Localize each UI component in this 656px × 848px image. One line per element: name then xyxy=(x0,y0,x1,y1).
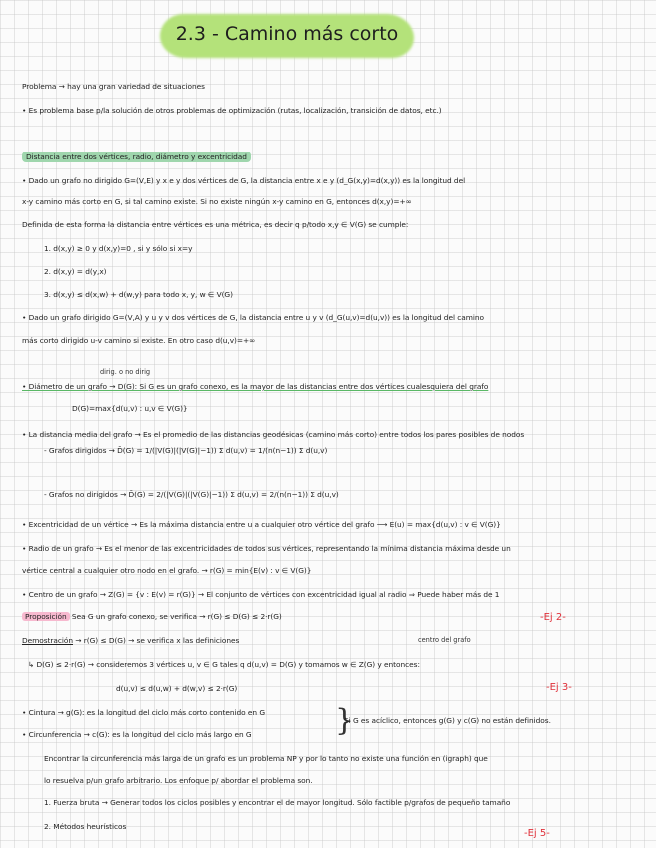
proposition-label: Proposición xyxy=(22,612,70,621)
undirected-distance-line-1: • Dado un grafo no dirigido G=(V,E) y x e y dos vértices de G, la distancia entre x e y (d_G(x,y)=d(x,y)) es la longitud del xyxy=(22,176,466,185)
exercise-ref-5: -Ej 5- xyxy=(524,828,550,839)
demonstration-text: → r(G) ≤ D(G) → se verifica x las definiciones xyxy=(73,636,240,645)
longest-cycle-line-2: lo resuelva p/un grafo arbitrario. Los enfoque p/ abordar el problema son. xyxy=(44,776,313,785)
radius-line-2: vértice central a cualquier otro nodo en el grafo. → r(G) = min{E(v) : v ∈ V(G)} xyxy=(22,566,312,575)
proposition-text: Sea G un grafo conexo, se verifica → r(G) ≤ D(G) ≤ 2·r(G) xyxy=(69,612,282,621)
metric-property-1: 1. d(x,y) ≥ 0 y d(x,y)=0 , si y sólo si x=y xyxy=(44,244,193,253)
mean-distance-undirected: - Grafos no dirigidos → D̄(G) = 2/(|V(G)|(|V(G)|−1)) Σ d(u,v) = 2/(n(n−1)) Σ d(u,v) xyxy=(44,490,339,499)
brace-symbol: } xyxy=(335,703,355,738)
section-heading-row xyxy=(22,152,642,162)
mean-distance-directed: - Grafos dirigidos → D̄(G) = 1/(|V(G)|(|V(G)|−1)) Σ d(u,v) = 1/(n(n−1)) Σ d(u,v) xyxy=(44,446,328,455)
longest-cycle-line-1: Encontrar la circunferencia más larga de un grafo es un problema NP y por lo tanto no existe una función en (igraph) que xyxy=(44,754,488,763)
demonstration-inequality: d(u,v) ≤ d(u,w) + d(w,v) ≤ 2·r(G) xyxy=(116,684,238,693)
diameter-formula: D(G)=max{d(u,v) : u,v ∈ V(G)} xyxy=(72,404,188,413)
heuristics-line: 2. Métodos heurísticos xyxy=(44,822,127,831)
demonstration-step: ↳ D(G) ≤ 2·r(G) → consideremos 3 vértices u, v ∈ G tales q d(u,v) = D(G) y tomamos w ∈ Z(G) y entonces: xyxy=(28,660,420,669)
diameter-line xyxy=(22,382,642,392)
circumference-line: • Circunferencia → c(G): es la longitud del ciclo más largo en G xyxy=(22,730,252,739)
girth-line: • Cintura → g(G): es la longitud del ciclo más corto contenido en G xyxy=(22,708,266,717)
metric-property-2: 2. d(x,y) = d(y,x) xyxy=(44,267,107,276)
section-heading: Distancia entre dos vértices, radio, diámetro y excentricidad xyxy=(22,152,251,162)
page-title: 2.3 - Camino más corto xyxy=(175,23,399,45)
intro-problem-line: Problema → hay una gran variedad de situaciones xyxy=(22,82,205,91)
acyclic-note: Si G es acíclico, entonces g(G) y c(G) no están definidos. xyxy=(344,716,551,725)
intro-base-line: • Es problema base p/la solución de otros problemas de optimización (rutas, localización, transición de datos, etc.) xyxy=(22,106,442,115)
note-centro: centro del grafo xyxy=(418,636,471,644)
mean-distance-line: • La distancia media del grafo → Es el promedio de las distancias geodésicas (camino más corto) entre todos los pares posibles de nodos xyxy=(22,430,525,439)
note-dirig: dirig. o no dirig xyxy=(100,368,151,376)
metric-property-3: 3. d(x,y) ≤ d(x,w) + d(w,y) para todo x, y, w ∈ V(G) xyxy=(44,290,233,299)
directed-distance-line-2: más corto dirigido u-v camino si existe. En otro caso d(u,v)=+∞ xyxy=(22,336,256,345)
radius-line-1: • Radio de un grafo → Es el menor de las excentricidades de todos sus vértices, representando la mínima distancia máxima desde un xyxy=(22,544,511,553)
exercise-ref-3: -Ej 3- xyxy=(546,682,572,693)
metric-intro-line: Definida de esta forma la distancia entre vértices es una métrica, es decir q p/todo x,y ∈ V(G) se cumple: xyxy=(22,220,409,229)
exercise-ref-2: -Ej 2- xyxy=(540,612,566,623)
diameter-text: • Diámetro de un grafo → D(G): Si G es un grafo conexo, es la mayor de las distancias entre dos vértices cualesquiera del grafo xyxy=(22,382,489,391)
eccentricity-line: • Excentricidad de un vértice → Es la máxima distancia entre u a cualquier otro vértice del grafo ⟶ E(u) = max{d(u,v) : v ∈ V(G)} xyxy=(22,520,501,529)
title-banner xyxy=(160,14,414,58)
demonstration-label: Demostración xyxy=(22,636,73,645)
center-line: • Centro de un grafo → Z(G) = {v : E(v) = r(G)} → El conjunto de vértices con excentricidad igual al radio ⇒ Puede haber más de 1 xyxy=(22,590,500,599)
demonstration-line xyxy=(22,636,642,646)
directed-distance-line-1: • Dado un grafo dirigido G=(V,A) y u y v dos vértices de G, la distancia entre u y v (d_G(u,v)=d(u,v)) es la longitud del camino xyxy=(22,313,485,322)
brute-force-line: 1. Fuerza bruta → Generar todos los ciclos posibles y encontrar el de mayor longitud. Sólo factible p/grafos de pequeño tamaño xyxy=(44,798,511,807)
undirected-distance-line-2: x-y camino más corto en G, si tal camino existe. Si no existe ningún x-y camino en G, entonces d(x,y)=+∞ xyxy=(22,197,412,206)
